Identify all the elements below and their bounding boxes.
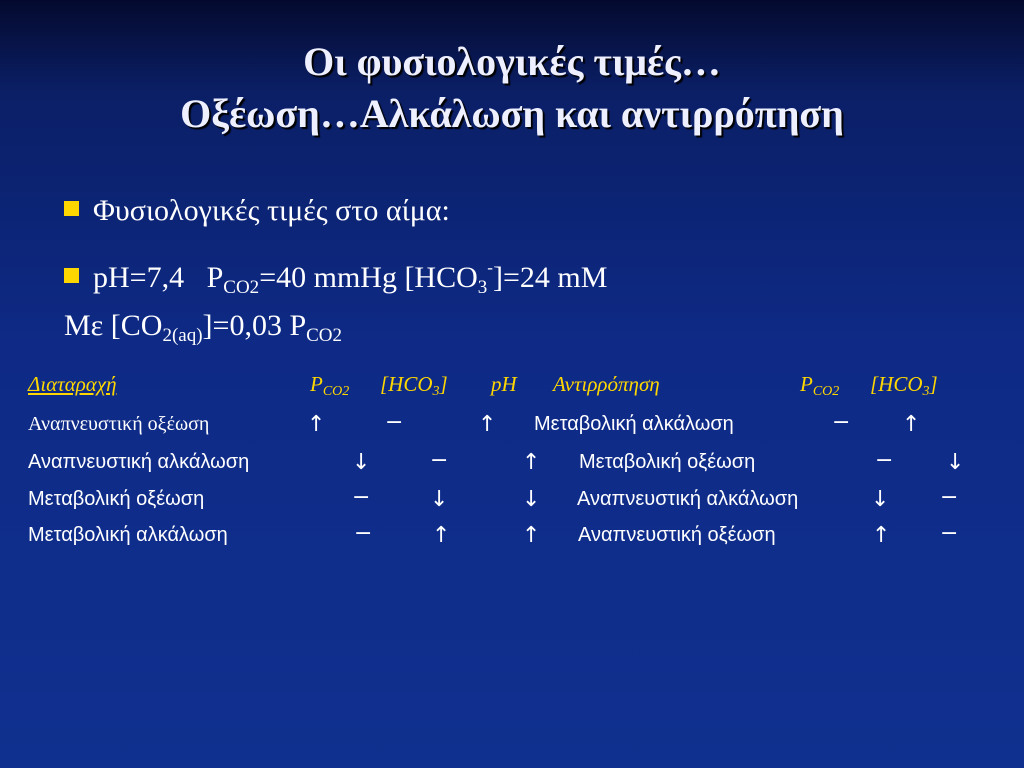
row-2-hco3: −	[430, 448, 449, 473]
bullet-text: Φυσιολογικές τιμές στο αίμα:	[93, 194, 450, 227]
row-4-pco2: −	[354, 521, 373, 546]
row-4-comp-hco3: −	[940, 521, 959, 546]
row-4-hco3: ↑	[432, 523, 451, 548]
row-1-compensation: Μεταβολική αλκάλωση	[534, 413, 734, 435]
row-3-hco3: ↓	[430, 487, 449, 512]
header-disturbance: Διαταραχή	[28, 372, 117, 396]
title-line-2: Οξέωση…Αλκάλωση και αντιρρόπηση	[180, 91, 844, 136]
title-line-1: Οι φυσιολογικές τιμές…	[303, 39, 721, 84]
header-comp-pco2-sub: CO2	[812, 384, 840, 399]
row-1-comp-hco3: ↑	[902, 412, 921, 437]
row-2-disturbance: Αναπνευστική αλκάλωση	[28, 451, 250, 473]
row-4-disturbance: Μεταβολική αλκάλωση	[28, 524, 228, 546]
header-comp-hco3-b: ]	[929, 372, 938, 396]
row-3-pco2: −	[352, 485, 371, 510]
header-hco3-sub: 3	[432, 384, 440, 399]
row-1-disturbance: Αναπνευστική οξέωση	[28, 413, 210, 435]
bullet-square-icon	[64, 201, 79, 216]
pco2-value: =40 mmHg [HCO	[259, 261, 478, 294]
pco2-label: P	[206, 261, 224, 294]
header-hco3-a: [HCO	[380, 372, 433, 396]
header-pco2-p: P	[310, 372, 323, 396]
header-comp-hco3	[870, 372, 938, 400]
header-pco2	[310, 372, 349, 400]
row-1-comp-pco2: −	[832, 410, 851, 435]
row-2-ph: ↑	[522, 450, 541, 475]
row-2-compensation: Μεταβολική οξέωση	[579, 451, 756, 473]
co2-aq-value: ]=0,03 P	[202, 309, 307, 342]
row-1-pco2: ↑	[307, 412, 326, 437]
row-3-ph: ↓	[522, 487, 541, 512]
hco3-value: ]=24 mM	[492, 261, 608, 294]
bullet-normal-values	[64, 193, 450, 229]
bullet-blood-values	[64, 250, 607, 306]
row-4-compensation: Αναπνευστική οξέωση	[578, 524, 776, 546]
co2-aq-pco2-subscript: CO2	[306, 325, 343, 346]
row-2-comp-pco2: −	[875, 448, 894, 473]
row-3-disturbance: Μεταβολική οξέωση	[28, 488, 205, 510]
bullet-square-icon	[64, 268, 79, 283]
header-compensation: Αντιρρόπηση	[553, 372, 660, 396]
header-ph: pH	[491, 372, 517, 396]
header-pco2-sub: CO2	[322, 384, 350, 399]
co2-aq-label: Με [CO	[64, 309, 163, 342]
row-1-ph: ↑	[478, 412, 497, 437]
co2-aq-subscript: 2(aq)	[162, 325, 203, 346]
co2-solubility-line	[64, 308, 342, 354]
row-3-comp-pco2: ↓	[871, 487, 890, 512]
header-comp-hco3-sub: 3	[922, 384, 930, 399]
row-3-comp-hco3: −	[940, 485, 959, 510]
row-3-compensation: Αναπνευστική αλκάλωση	[577, 488, 799, 510]
header-hco3	[380, 372, 448, 400]
hco3-subscript: 3	[477, 277, 488, 298]
hco3-charge: -	[487, 258, 493, 277]
header-comp-hco3-a: [HCO	[870, 372, 923, 396]
row-2-comp-hco3: ↓	[946, 450, 965, 475]
header-comp-pco2	[800, 372, 839, 400]
pco2-subscript: CO2	[223, 277, 260, 298]
row-2-pco2: ↓	[352, 450, 371, 475]
row-4-comp-pco2: ↑	[872, 523, 891, 548]
header-hco3-b: ]	[439, 372, 448, 396]
row-4-ph: ↑	[522, 523, 541, 548]
ph-value: pH=7,4	[93, 261, 185, 294]
slide-title	[0, 36, 1024, 140]
header-comp-pco2-p: P	[800, 372, 813, 396]
row-1-hco3: −	[385, 410, 404, 435]
